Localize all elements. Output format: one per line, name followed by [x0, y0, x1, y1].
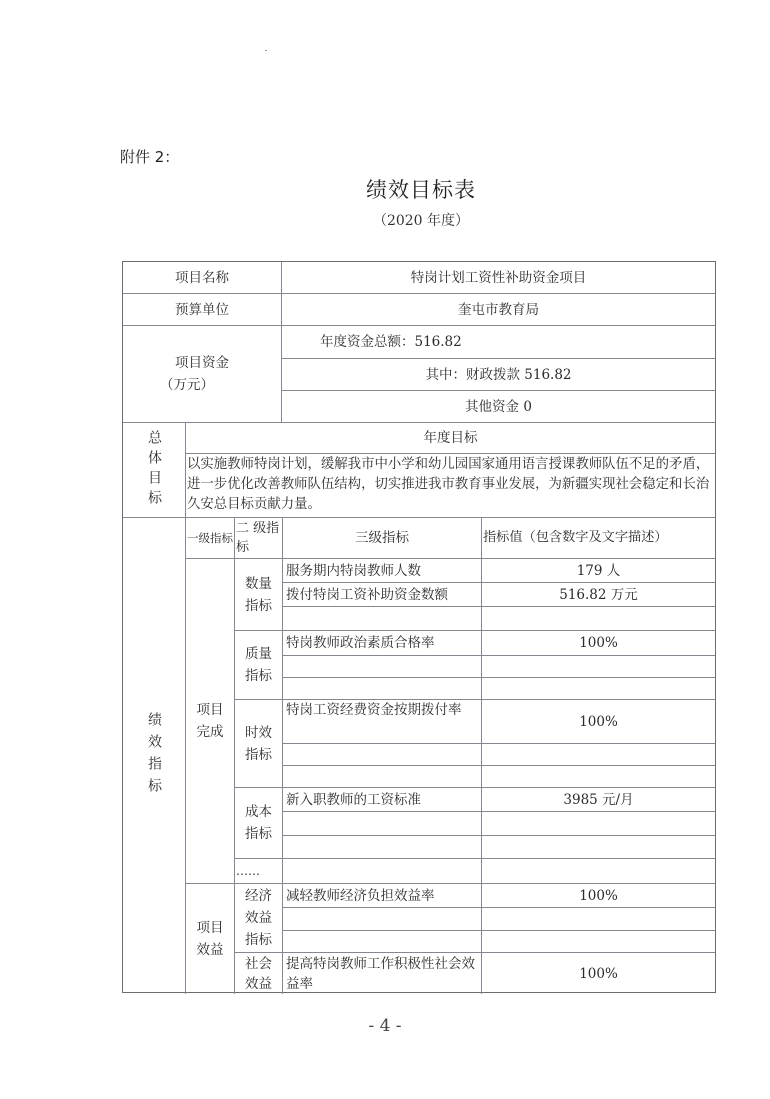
project-funds-unit: （万元） — [160, 377, 214, 393]
scan-speck — [265, 50, 267, 51]
cost-indicator-1: 新入职教师的工资标准 — [286, 791, 421, 808]
page-number: - 4 - — [368, 1016, 402, 1036]
performance-label: 绩效指标 — [146, 712, 162, 800]
quality-label: 质量指标 — [245, 646, 272, 684]
annual-goal-text: 以实施教师特岗计划，缓解我市中小学和幼儿园国家通用语言授课教师队伍不足的矛盾，进一步优化改善教师队伍结构，切实推进我市教育事业发展，为新疆实现社会稳定和长治久安总目标贡献力量。 — [187, 457, 710, 512]
social-value-1: 100% — [579, 965, 618, 982]
project-funds-label-cell — [123, 326, 281, 422]
funds-other: 其他资金 0 — [465, 398, 532, 415]
quantity-value-1: 179 人 — [576, 562, 621, 579]
economic-value-1: 100% — [579, 887, 618, 904]
economic-indicator-1: 减轻教师经济负担效益率 — [286, 887, 435, 904]
level1-project-benefit: 项目效益 — [196, 920, 224, 958]
performance-goal-table — [122, 261, 716, 993]
cost-value-1: 3985 元/月 — [563, 791, 634, 808]
annual-goal-label: 年度目标 — [423, 430, 478, 446]
cost-label: 成本指标 — [245, 804, 272, 842]
quantity-indicator-2: 拨付特岗工资补助资金数额 — [286, 586, 448, 603]
quantity-value-2: 516.82 万元 — [559, 586, 638, 603]
row-divider — [283, 907, 715, 908]
page-subtitle: （2020 年度） — [372, 213, 470, 229]
project-name-label: 项目名称 — [175, 269, 229, 286]
row-divider — [283, 606, 715, 607]
budget-unit-value: 奎屯市教育局 — [458, 301, 539, 318]
quality-value-1: 100% — [579, 635, 618, 651]
quality-indicator-1: 特岗教师政治素质合格率 — [286, 635, 435, 651]
row-divider — [283, 743, 715, 744]
funds-total: 年度资金总额：516.82 — [320, 334, 462, 350]
row-divider — [283, 930, 715, 931]
row-divider — [283, 655, 715, 656]
timeliness-value-1: 100% — [579, 713, 618, 730]
quantity-indicator-1: 服务期内特岗教师人数 — [286, 562, 421, 579]
attachment-label: 附件 2： — [120, 148, 180, 166]
header-value: 指标值（包含数字及文字描述） — [483, 530, 668, 545]
social-indicator-1: 提高特岗教师工作积极性社会效益率 — [286, 955, 475, 992]
row-divider — [283, 677, 715, 678]
row-divider — [283, 811, 715, 812]
header-level2: 二 级指标 — [236, 521, 280, 555]
economic-label: 经济效益指标 — [245, 888, 272, 948]
overall-goal-label: 总体目标 — [146, 430, 162, 510]
funds-fiscal: 其中：财政拨款 516.82 — [425, 366, 572, 383]
row-divider — [235, 858, 715, 859]
project-funds-label: 项目资金 — [175, 355, 229, 371]
social-label: 社会效益 — [245, 955, 272, 992]
row-divider — [283, 835, 715, 836]
timeliness-label: 时效指标 — [245, 724, 272, 763]
header-level1: 一级指标 — [187, 530, 233, 545]
project-name-value: 特岗计划工资性补助资金项目 — [410, 269, 587, 286]
timeliness-indicator-1: 特岗工资经费资金按期拨付率 — [286, 702, 462, 718]
ellipsis-row: …… — [236, 864, 260, 878]
budget-unit-label: 预算单位 — [175, 301, 229, 318]
quantity-label: 数量指标 — [245, 575, 272, 614]
header-level3: 三级指标 — [355, 530, 409, 546]
page-title: 绩效目标表 — [366, 178, 476, 202]
row-divider — [283, 765, 715, 766]
level1-project-completion: 项目完成 — [196, 702, 224, 740]
